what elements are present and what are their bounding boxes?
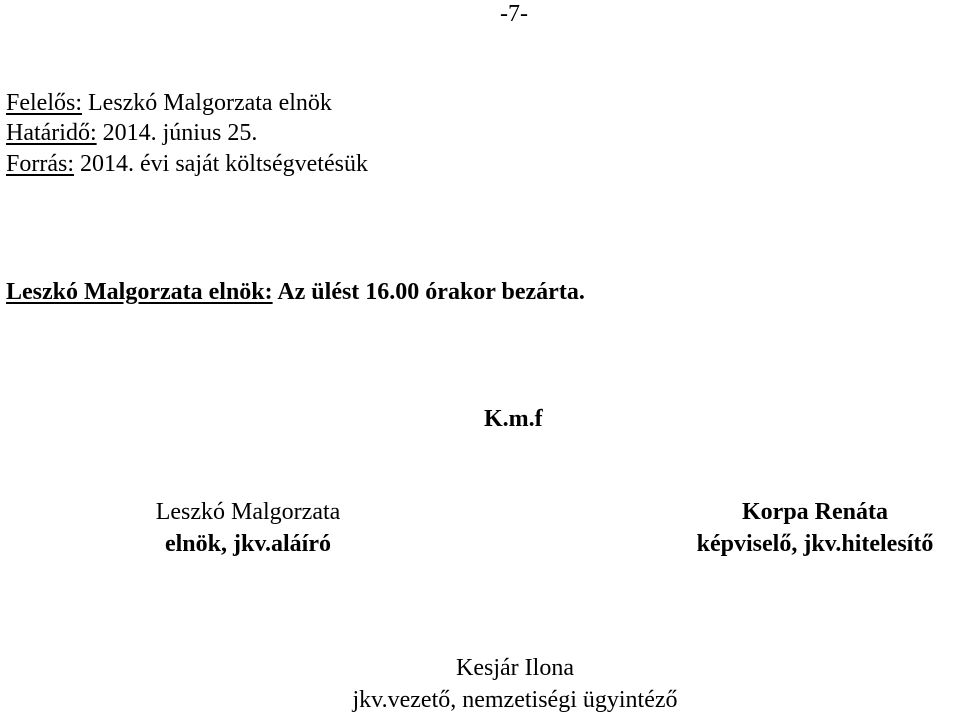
signature-left-role: elnök, jkv.aláíró <box>164 531 332 557</box>
deadline-value: 2014. június 25. <box>102 120 258 146</box>
responsible-value: Leszkó Malgorzata elnök <box>88 90 332 116</box>
closing-line <box>6 278 585 306</box>
source-line <box>6 150 368 178</box>
closing-speaker: Leszkó Malgorzata elnök: <box>6 279 273 305</box>
page-number: -7- <box>500 1 528 27</box>
kmf-mark: K.m.f <box>484 406 543 432</box>
signature-right-name: Korpa Renáta <box>742 499 888 525</box>
signature-left <box>130 496 366 560</box>
deadline-line <box>6 119 257 147</box>
signature-right <box>670 496 960 560</box>
signature-bottom-name: Kesjár Ilona <box>456 655 574 681</box>
deadline-label: Határidő: <box>6 120 97 146</box>
closing-statement: Az ülést 16.00 órakor bezárta. <box>277 279 585 305</box>
signature-bottom <box>300 652 730 716</box>
signature-left-name: Leszkó Malgorzata <box>155 499 341 525</box>
signature-bottom-role: jkv.vezető, nemzetiségi ügyintéző <box>352 687 678 713</box>
source-label: Forrás: <box>6 151 74 177</box>
responsible-line <box>6 89 332 117</box>
responsible-label: Felelős: <box>6 90 82 116</box>
source-value: 2014. évi saját költségvetésük <box>80 151 368 177</box>
signature-right-role: képviselő, jkv.hitelesítő <box>696 531 934 557</box>
